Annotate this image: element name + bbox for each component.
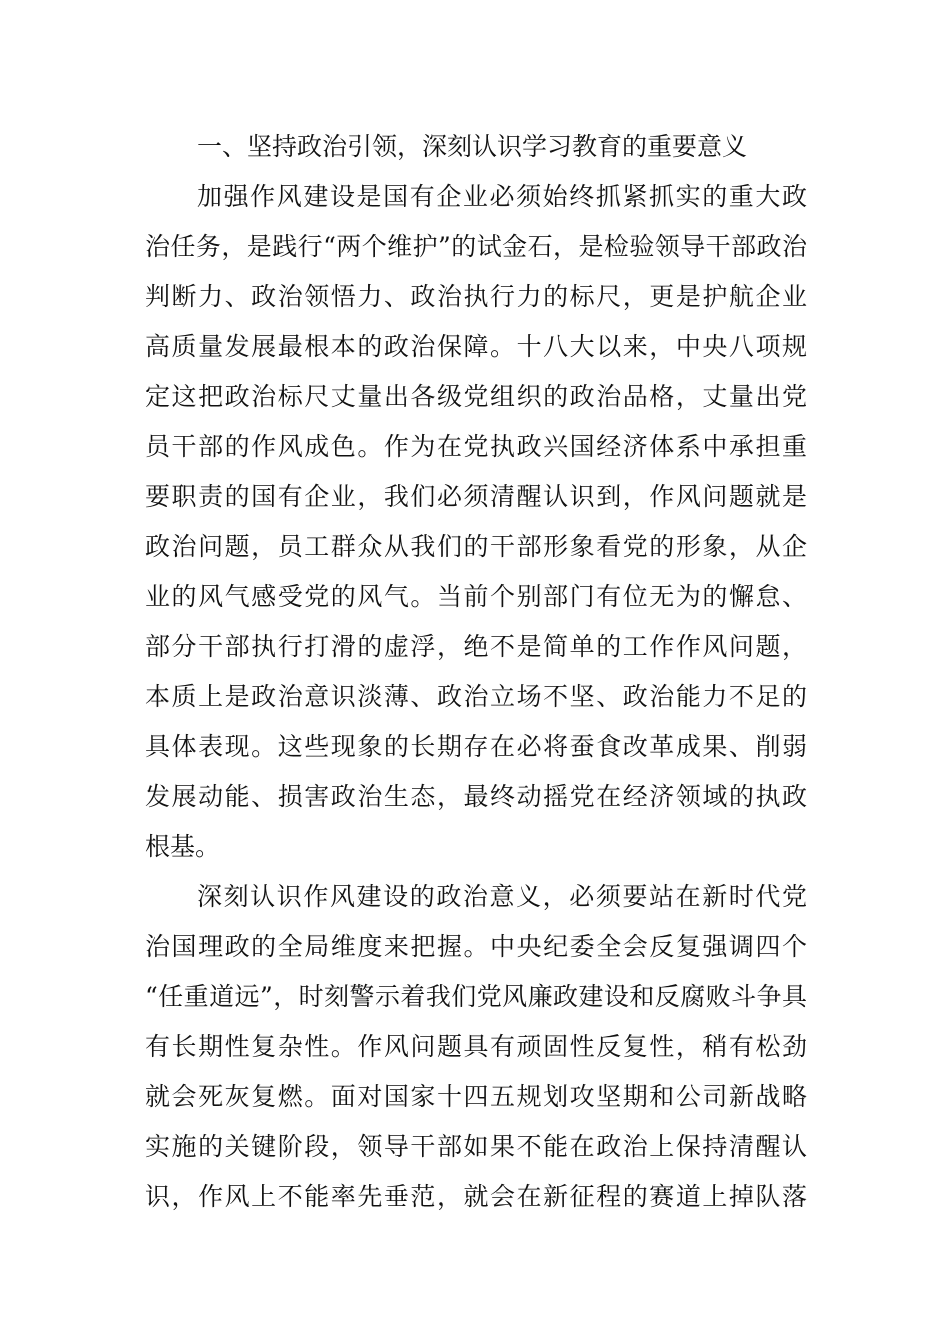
paragraph-2-line: 就会死灰复燃。面对国家十四五规划攻坚期和公司新战略 <box>145 1082 807 1111</box>
paragraph-1-line: 判断力、政治领悟力、政治执行力的标尺，更是护航企业 <box>145 282 807 311</box>
paragraph-2-line: 实施的关键阶段，领导干部如果不能在政治上保持清醒认 <box>145 1132 807 1161</box>
paragraph-1-line: 发展动能、损害政治生态，最终动摇党在经济领域的执政 <box>145 782 807 811</box>
paragraph-1-line: 治任务，是践行“两个维护”的试金石，是检验领导干部政治 <box>145 232 807 261</box>
paragraph-2-line: 识，作风上不能率先垂范，就会在新征程的赛道上掉队落 <box>145 1182 807 1211</box>
paragraph-1-line: 要职责的国有企业，我们必须清醒认识到，作风问题就是 <box>145 482 807 511</box>
paragraph-1-line: 本质上是政治意识淡薄、政治立场不坚、政治能力不足的 <box>145 682 807 711</box>
paragraph-1-line: 高质量发展最根本的政治保障。十八大以来，中央八项规 <box>145 332 807 361</box>
section-heading: 一、坚持政治引领，深刻认识学习教育的重要意义 <box>197 132 748 161</box>
document-body <box>145 122 807 1222</box>
paragraph-1-line: 根基。 <box>145 832 221 861</box>
paragraph-2-line: 有长期性复杂性。作风问题具有顽固性反复性，稍有松劲 <box>145 1032 807 1061</box>
paragraph-1-line: 业的风气感受党的风气。当前个别部门有位无为的懈怠、 <box>145 582 807 611</box>
paragraph-1-line: 定这把政治标尺丈量出各级党组织的政治品格，丈量出党 <box>145 382 807 411</box>
paragraph-1-line: 员干部的作风成色。作为在党执政兴国经济体系中承担重 <box>145 432 807 461</box>
paragraph-1-line: 部分干部执行打滑的虚浮，绝不是简单的工作作风问题， <box>145 632 807 661</box>
paragraph-1-line: 具体表现。这些现象的长期存在必将蚕食改革成果、削弱 <box>145 732 807 761</box>
paragraph-2-line: 深刻认识作风建设的政治意义，必须要站在新时代党 <box>197 882 807 911</box>
paragraph-2-line: 治国理政的全局维度来把握。中央纪委全会反复强调四个 <box>145 932 807 961</box>
paragraph-2-line: “任重道远”，时刻警示着我们党风廉政建设和反腐败斗争具 <box>145 982 807 1011</box>
paragraph-1-line: 加强作风建设是国有企业必须始终抓紧抓实的重大政 <box>197 182 807 211</box>
paragraph-1-line: 政治问题，员工群众从我们的干部形象看党的形象，从企 <box>145 532 807 561</box>
